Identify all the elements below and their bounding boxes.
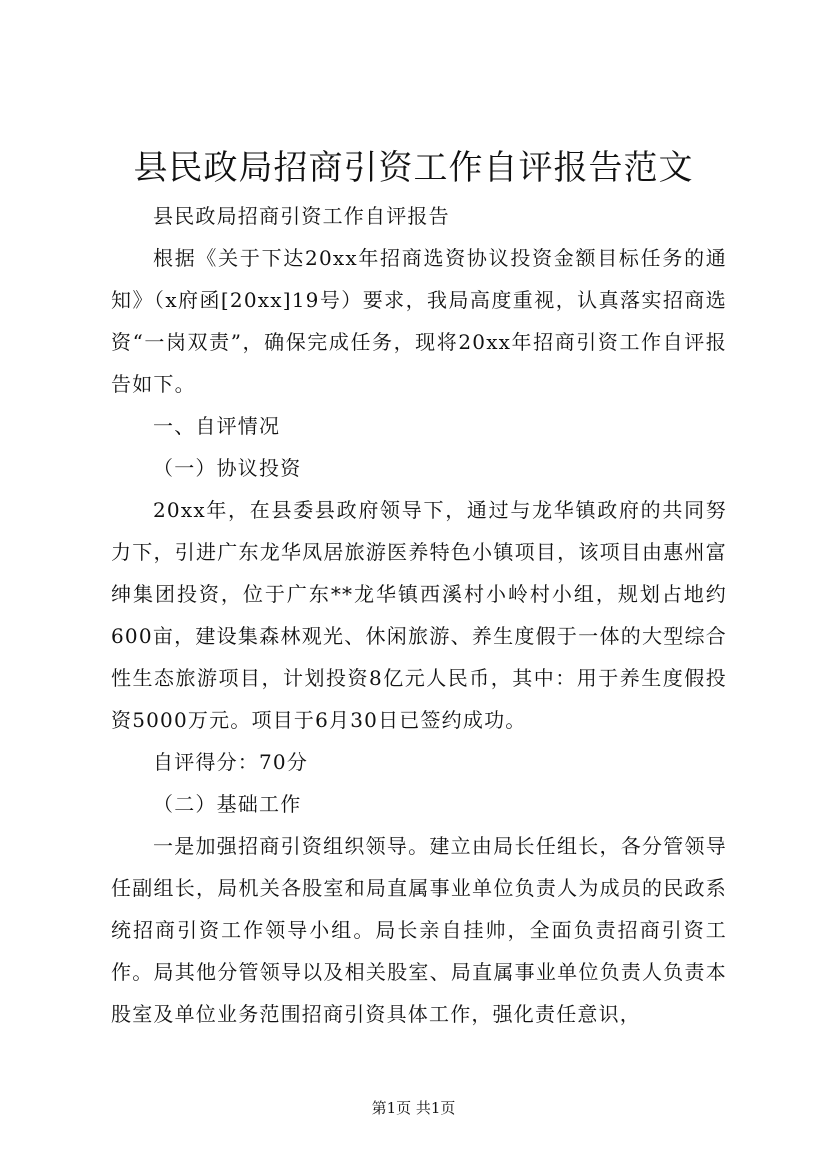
subsection-heading-investment: （一）协议投资 — [153, 456, 302, 480]
score-line: 自评得分：70分 — [153, 750, 309, 774]
investment-paragraph: 20xx年，在县委县政府领导下，通过与龙华镇政府的共同努力下，引进广东龙华凤居旅游医养特色小镇项目，该项目由惠州富绅集团投资，位于广东**龙华镇西溪村小岭村小组，规划占地约600亩，建设集森林观光、休闲旅游、养生度假于一体的大型综合性生态旅游项目，计划投资8亿元人民币，其中：用于养生度假投资5000万元。项目于6月30日已签约成功。 — [111, 498, 727, 732]
document-title: 县民政局招商引资工作自评报告范文 — [133, 148, 694, 188]
subtitle-paragraph: 县民政局招商引资工作自评报告 — [153, 204, 450, 228]
intro-paragraph: 根据《关于下达20xx年招商选资协议投资金额目标任务的通知》（x府函[20xx]19号）要求，我局高度重视，认真落实招商选资“一岗双责”，确保完成任务，现将20xx年招商引资工作自评报告如下。 — [111, 246, 727, 396]
basic-work-paragraph: 一是加强招商引资组织领导。建立由局长任组长，各分管领导任副组长，局机关各股室和局直属事业单位负责人为成员的民政系统招商引资工作领导小组。局长亲自挂帅，全面负责招商引资工作。局其他分管领导以及相关股室、局直属事业单位负责人负责本股室及单位业务范围招商引资具体工作，强化责任意识， — [111, 834, 727, 1026]
subsection-heading-basic-work: （二）基础工作 — [153, 792, 302, 816]
section-heading: 一、自评情况 — [153, 414, 281, 438]
document-body — [111, 195, 727, 1035]
page-footer: 第1页 共1页 — [371, 1099, 456, 1117]
